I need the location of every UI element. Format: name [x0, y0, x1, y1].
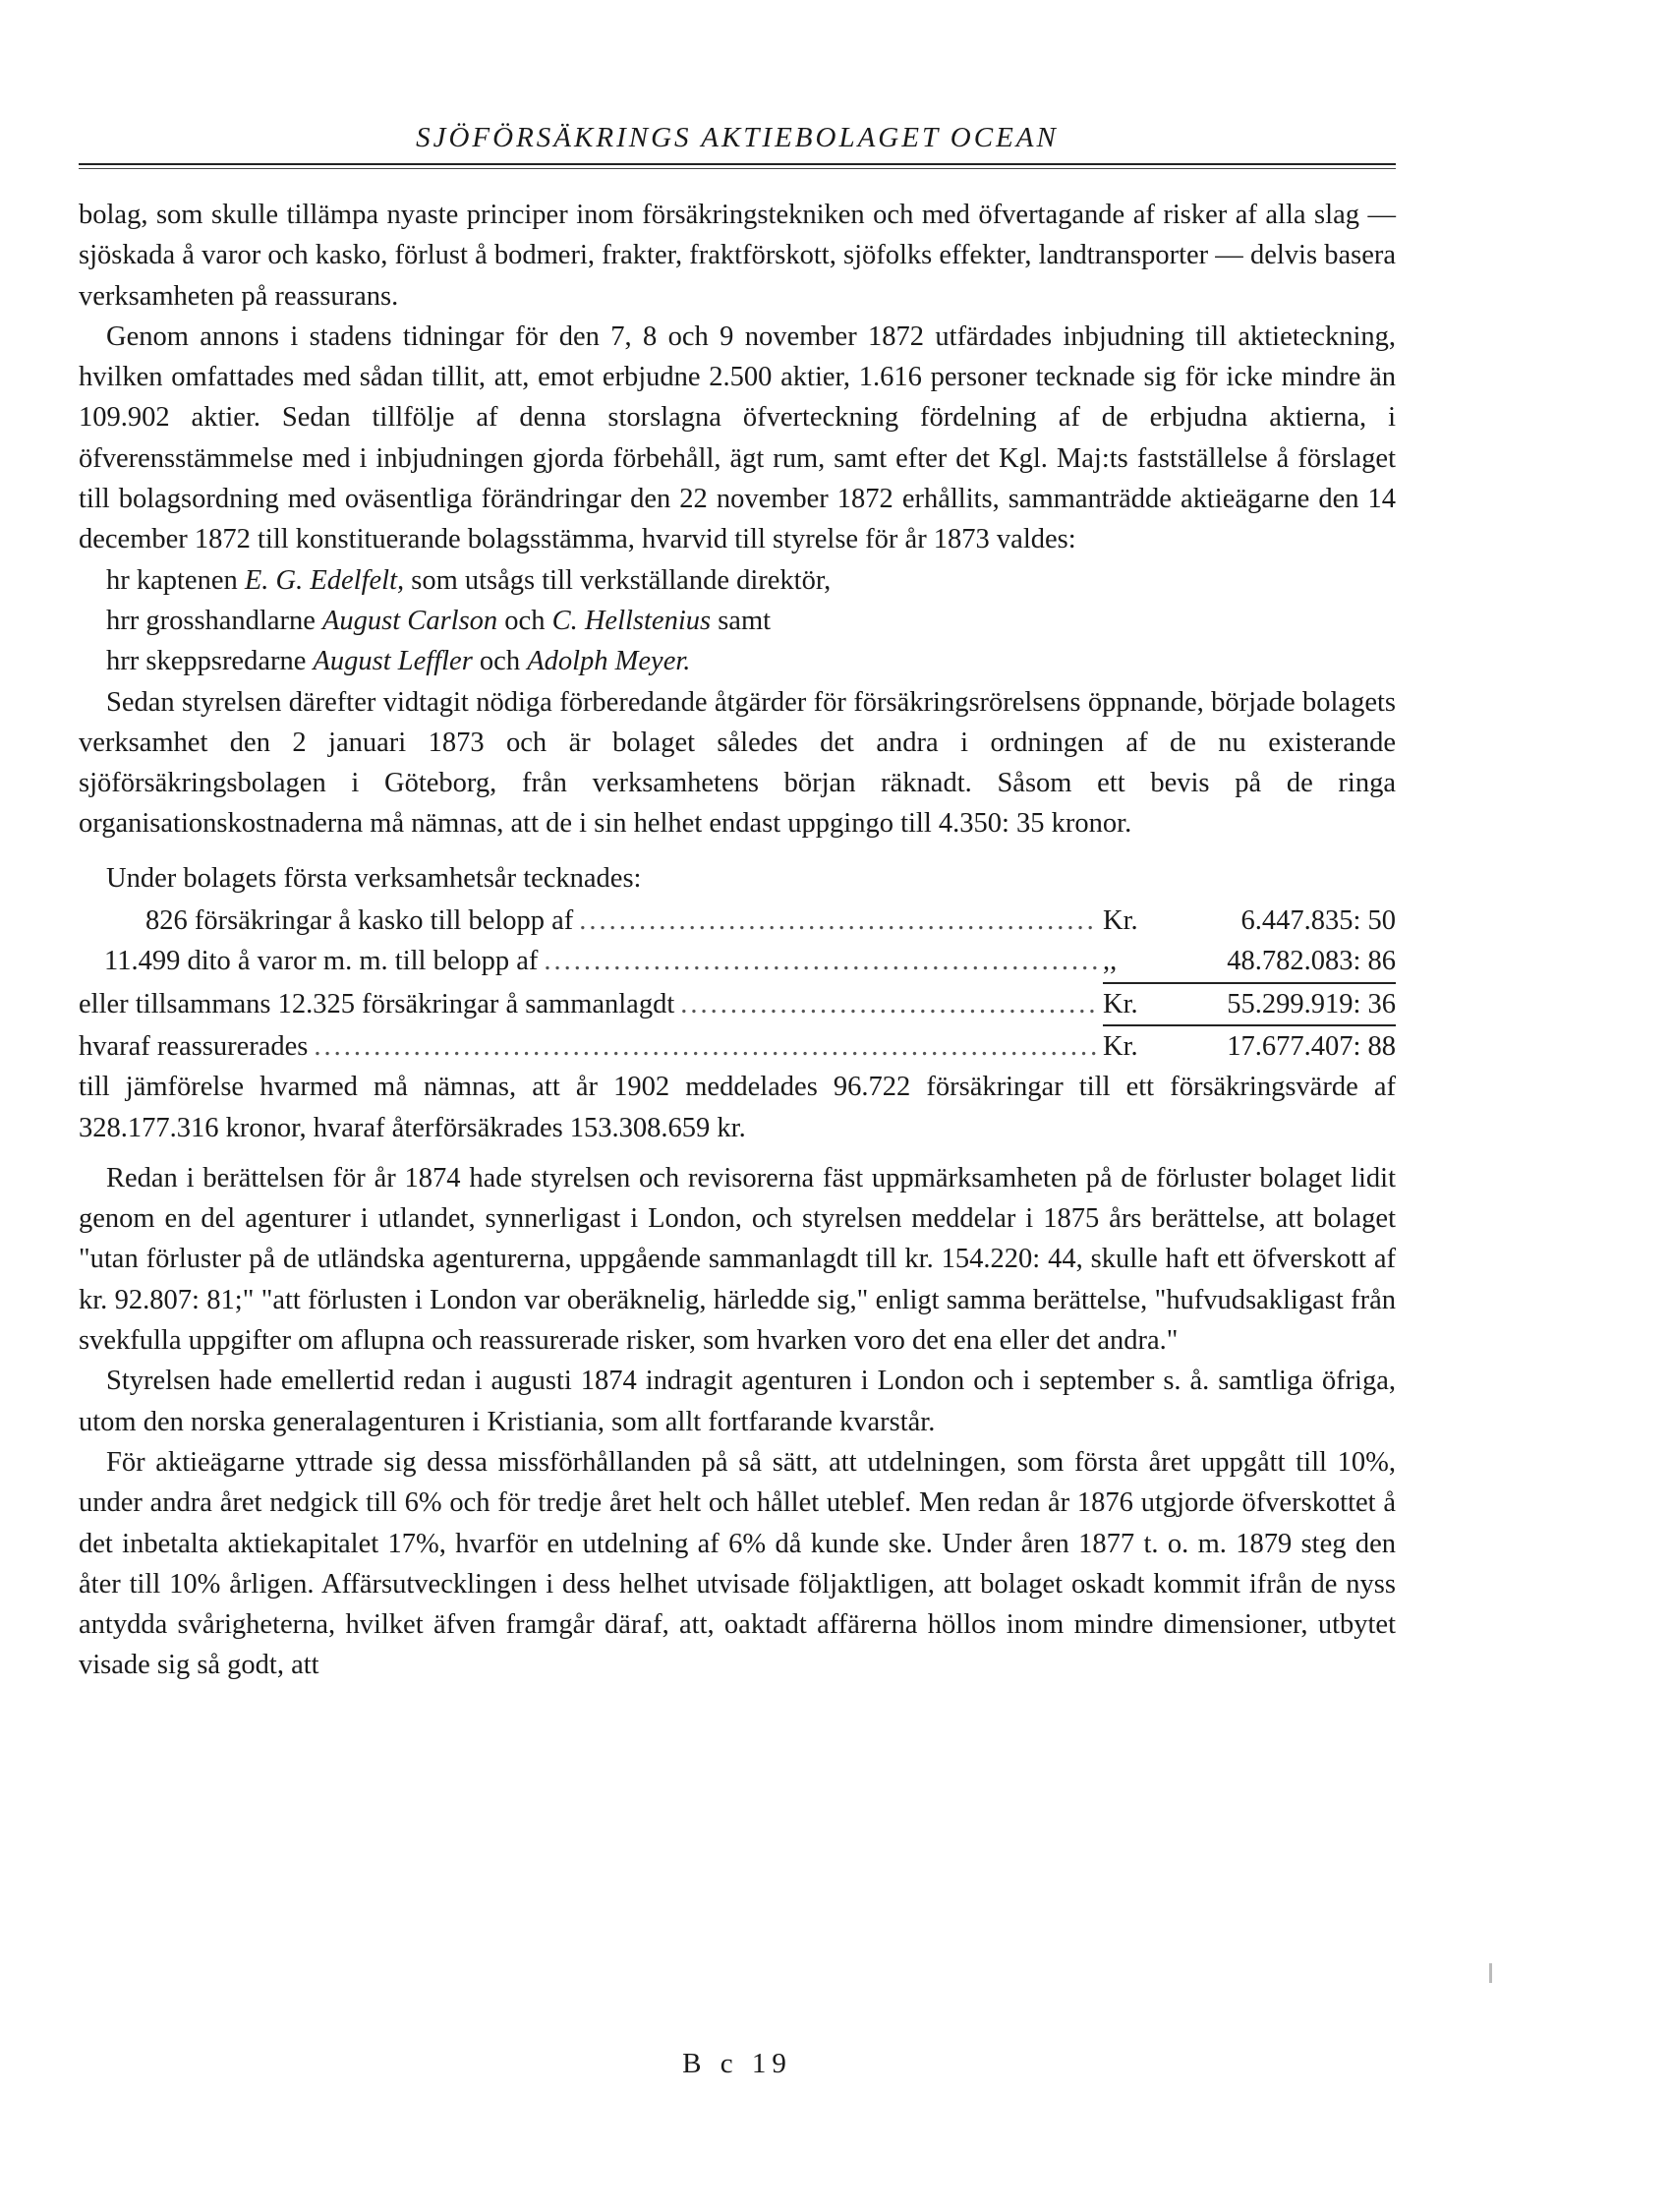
page-signature: B c 19 — [682, 2048, 792, 2079]
paragraph-1: bolag, som skulle tillämpa nyaste principer inom försäkringstekniken och med öfvertagande af risker af alla slag — sjöskada å varor och kasko, förlust å bodmeri, frakter, fraktförskott, sjöfolks effekter, landtransporter — delvis basera verksamheten på reassurans. — [79, 200, 1396, 312]
board-line-3: hrr skeppsredarne August Leffler och Adolph Meyer. — [106, 646, 691, 677]
board-name: Adolph Meyer. — [527, 646, 691, 677]
table-row: 11.499 dito å varor m. m. till belopp af ..... ,, 48.782.083: 86 — [79, 941, 1396, 983]
running-header: SJÖFÖRSÄKRINGS AKTIEBOLAGET OCEAN — [416, 122, 1059, 153]
paragraph-6: Redan i berättelsen för år 1874 hade styrelsen och revisorerna fäst uppmärksamheten på de förluster bolaget lidit genom en del agenturer i utlandet, synnerligast i London, och styrelsen meddelar i 1875 års berättelse, att bolaget "utan förluster på de utländska agenturerna, uppgående sammanlagdt till kr. 154.220: 44, skulle haft ett öfverskott af kr. 92.807: 81;" "att förlusten i London var oberäknelig, härledde sig," enligt samma berättelse, "hufvudsakligast från svekfulla uppgifter om aflupna och reassurerade risker, som hvarken voro det ena eller det andra." — [79, 1162, 1396, 1357]
paragraph-4: Under bolagets första verksamhetsår tecknades: — [106, 862, 642, 894]
amount: 6.447.835: 50 — [1240, 905, 1396, 937]
insurance-table — [79, 901, 1396, 1067]
table-row: 826 försäkringar å kasko till belopp af ..... Kr. 6.447.835: 50 — [79, 901, 1396, 941]
amount: 48.782.083: 86 — [1227, 946, 1396, 977]
board-name: August Leffler — [313, 646, 473, 677]
paragraph-8: För aktieägarne yttrade sig dessa missförhållanden på så sätt, att utdelningen, som första året uppgått till 10%, under andra året nedgick till 6% och för tredje året helt och hållet uteblef. Men redan år 1876 utgjorde öfverskottet å det inbetalta aktiekapitalet 17%, hvarför en utdelning af 6% då kunde ske. Under åren 1877 t. o. m. 1879 steg den åter till 10% årligen. Affärsutvecklingen i dess helhet utvisade följaktligen, att bolaget oskadt kommit ifrån de nyss antydda svårigheterna, hvilket äfven framgår däraf, att, oaktadt affärerna höllos inom mindre dimensioner, utbytet visade sig så godt, att — [79, 1446, 1396, 1681]
paragraph-2: Genom annons i stadens tidningar för den 7, 8 och 9 november 1872 utfärdades inbjudning till aktieteckning, hvilken omfattades med sådan tillit, att, emot erbjudne 2.500 aktier, 1.616 personer tecknade sig för icke mindre än 109.902 aktier. Sedan tillfölje af denna storslagna öfverteckning fördelning af de erbjudna aktierna, i öfverensstämmelse med i inbjudningen gjorda förbehåll, ägt rum, samt efter det Kgl. Maj:ts fastställelse å förslaget till bolagsordning med oväsentliga förändringar den 22 november 1872 erhållits, sammanträdde aktieägarne den 14 december 1872 till konstituerande bolagsstämma, hvarvid till styrelse för år 1873 valdes: — [79, 320, 1396, 555]
board-name: August Carlson — [322, 605, 498, 636]
paragraph-7: Styrelsen hade emellertid redan i augusti 1874 indragit agenturen i London och i september s. å. samtliga öfriga, utom den norska generalagenturen i Kristiania, som allt fortfarande kvarstår. — [79, 1366, 1396, 1437]
paragraph-3: Sedan styrelsen därefter vidtagit nödiga förberedande åtgärder för försäkringsrörelsens öppnande, började bolagets verksamhet den 2 januari 1873 och är bolaget således det andra i ordningen af de nu existerande sjöförsäkringsbolagen i Göteborg, från verksamhetens början räknadt. Såsom ett bevis på de ringa organisationskostnaderna må nämnas, att de i sin helhet endast uppgingo till 4.350: 35 kronor. — [79, 686, 1396, 840]
paragraph-5: till jämförelse hvarmed må nämnas, att år 1902 meddelades 96.722 försäkringar till ett försäkringsvärde af 328.177.316 kronor, hvaraf återförsäkrades 153.308.659 kr. — [79, 1072, 1396, 1143]
board-line-1: hr kaptenen E. G. Edelfelt, som utsågs till verkställande direktör, — [106, 564, 832, 596]
board-name: E. G. Edelfelt, — [244, 564, 405, 596]
board-line-2: hrr grosshandlarne August Carlson och C. Hellstenius samt — [106, 605, 772, 636]
header-rule-bottom — [79, 168, 1396, 169]
amount: 55.299.919: 36 — [1227, 988, 1396, 1019]
amount: 17.677.407: 88 — [1227, 1030, 1396, 1062]
body-text — [79, 195, 1396, 1686]
table-row: hvaraf reassurerades ..... Kr. 17.677.407: 88 — [79, 1026, 1396, 1067]
header-rule-top — [79, 163, 1396, 165]
table-row: eller tillsammans 12.325 försäkringar å sammanlagdt ..... Kr. 55.299.919: 36 — [79, 984, 1396, 1026]
board-list — [79, 560, 1396, 682]
board-name: C. Hellstenius — [551, 605, 712, 636]
margin-mark — [1489, 1963, 1492, 1983]
